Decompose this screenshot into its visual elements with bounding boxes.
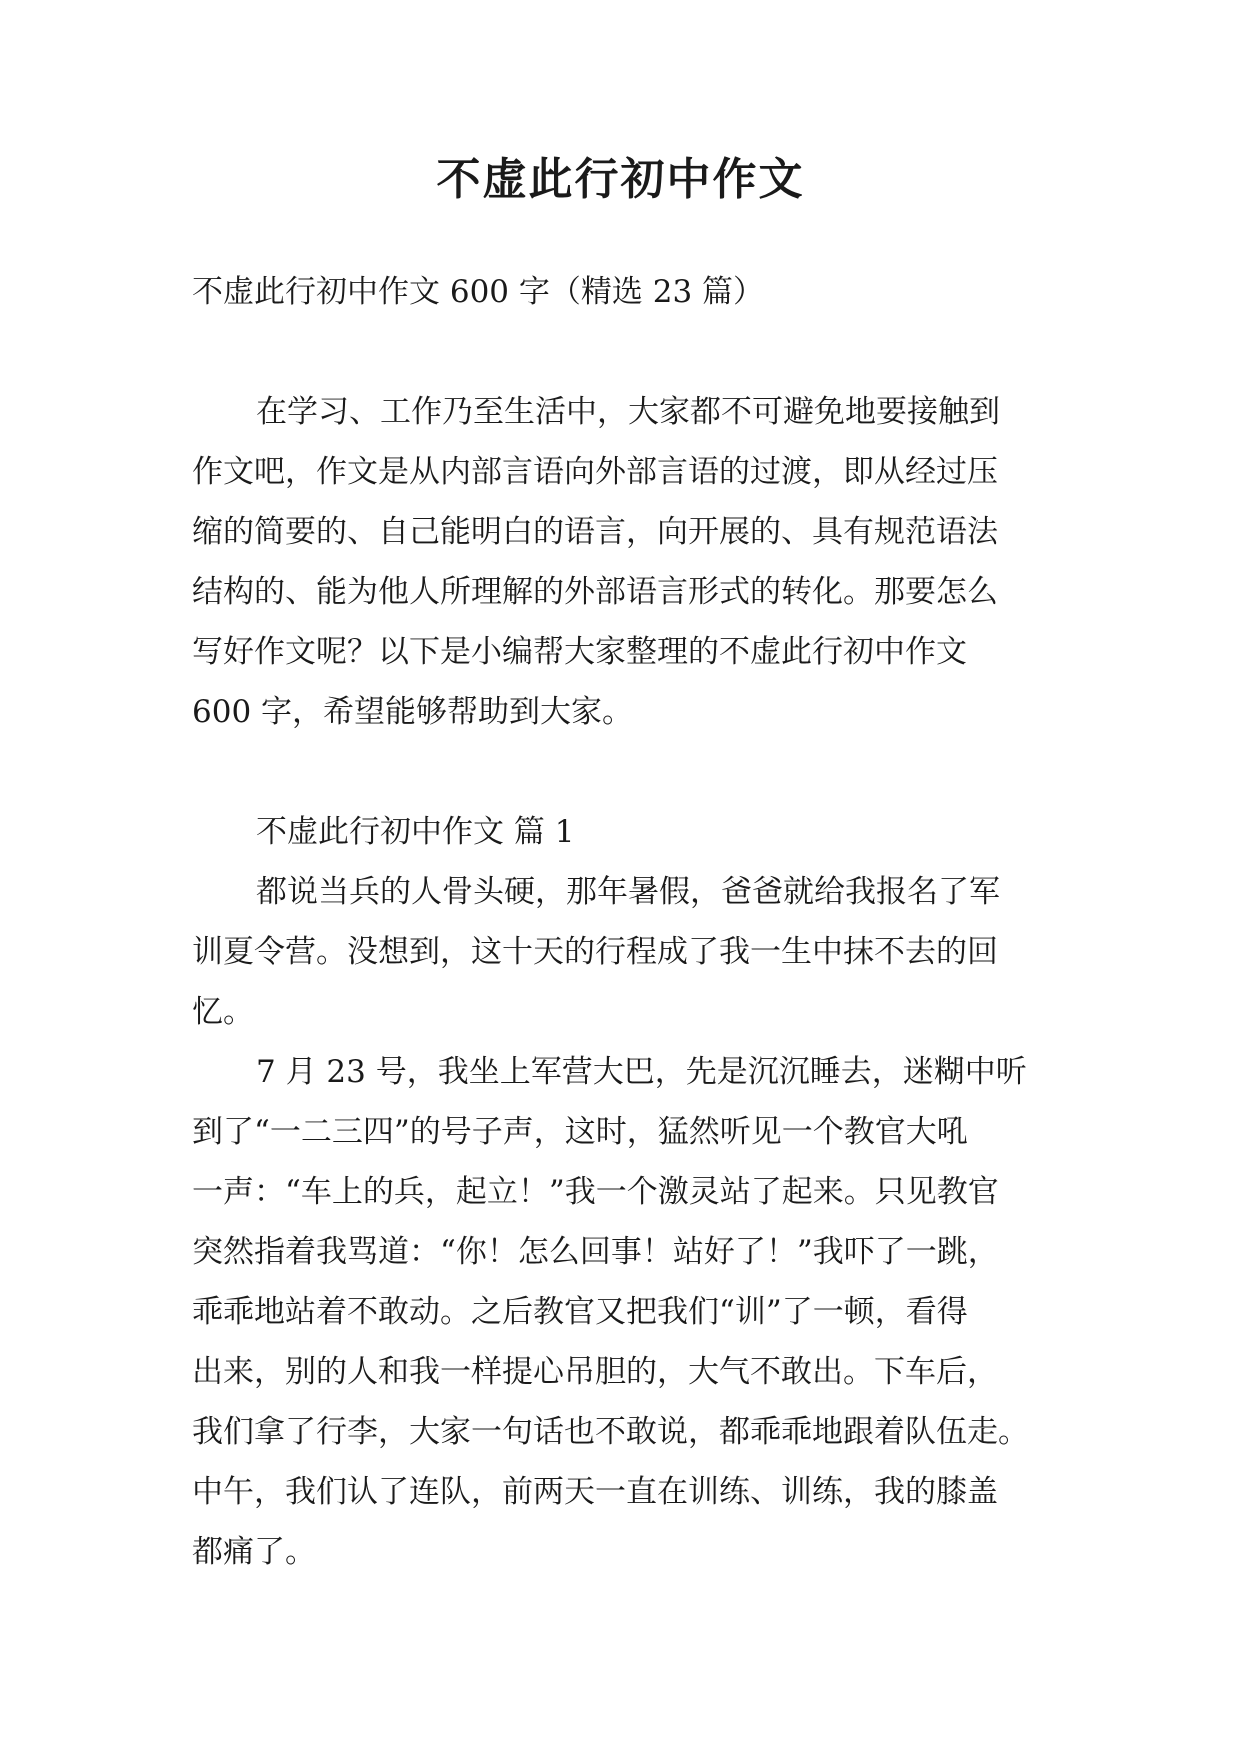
intro-line: 结构的、能为他人所理解的外部语言形式的转化。那要怎么 xyxy=(192,574,998,610)
document-title: 不虚此行初中作文 xyxy=(436,154,805,205)
essay-line: 一声：“车上的兵，起立！”我一个激灵站了起来。只见教官 xyxy=(192,1174,999,1210)
essay-line: 7 月 23 号，我坐上军营大巴，先是沉沉睡去，迷糊中听 xyxy=(256,1054,1027,1090)
essay-line: 出来，别的人和我一样提心吊胆的，大气不敢出。下车后， xyxy=(192,1354,998,1390)
intro-line: 写好作文呢？以下是小编帮大家整理的不虚此行初中作文 xyxy=(192,634,967,670)
essay-line: 到了“一二三四”的号子声，这时，猛然听见一个教官大吼 xyxy=(192,1114,968,1150)
essay-line: 训夏令营。没想到，这十天的行程成了我一生中抹不去的回 xyxy=(192,934,998,970)
section-heading: 不虚此行初中作文 篇 1 xyxy=(256,814,575,850)
intro-line: 缩的简要的、自己能明白的语言，向开展的、具有规范语法 xyxy=(192,514,998,550)
document-body xyxy=(192,262,1060,1582)
intro-line: 在学习、工作乃至生活中，大家都不可避免地要接触到 xyxy=(256,394,1000,430)
essay-paragraph-1 xyxy=(192,862,1060,1042)
document-subtitle: 不虚此行初中作文 600 字（精选 23 篇） xyxy=(192,274,765,310)
intro-line: 600 字，希望能够帮助到大家。 xyxy=(192,694,634,730)
essay-line: 突然指着我骂道：“你！怎么回事！站好了！”我吓了一跳， xyxy=(192,1234,999,1270)
essay-line: 我们拿了行李，大家一句话也不敢说，都乖乖地跟着队伍走。 xyxy=(192,1414,1029,1450)
essay-line: 都说当兵的人骨头硬，那年暑假，爸爸就给我报名了军 xyxy=(256,874,1000,910)
essay-paragraph-2 xyxy=(192,1042,1060,1582)
essay-line: 忆。 xyxy=(192,994,254,1030)
intro-line: 作文吧，作文是从内部言语向外部言语的过渡，即从经过压 xyxy=(192,454,998,490)
essay-line: 中午，我们认了连队，前两天一直在训练、训练，我的膝盖 xyxy=(192,1474,998,1510)
intro-paragraph xyxy=(192,382,1060,742)
essay-line: 乖乖地站着不敢动。之后教官又把我们“训”了一顿，看得 xyxy=(192,1294,968,1330)
essay-line: 都痛了。 xyxy=(192,1534,316,1570)
